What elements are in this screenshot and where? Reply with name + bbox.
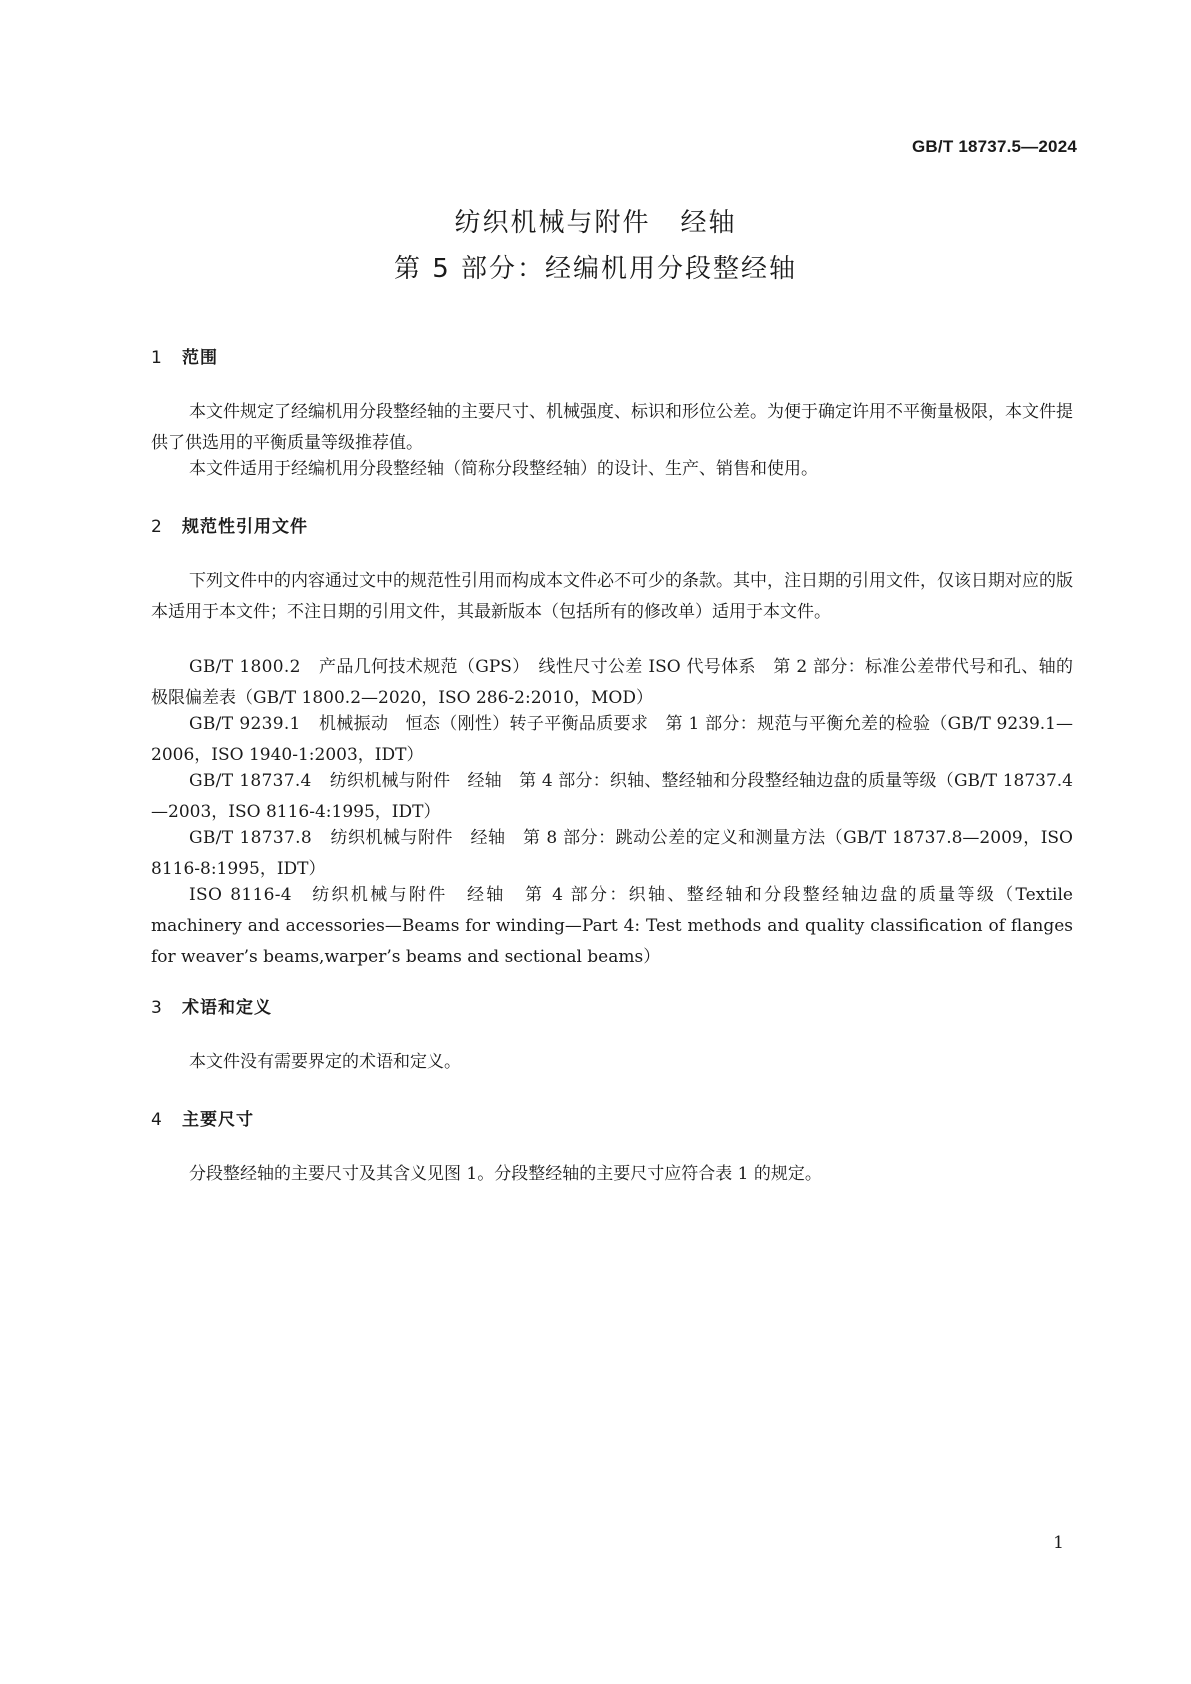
- section-heading-main-dimensions: [151, 1105, 254, 1130]
- scope-paragraph-2: 本文件适用于经编机用分段整经轴（简称分段整经轴）的设计、生产、销售和使用。: [189, 459, 818, 479]
- terms-paragraph: 本文件没有需要界定的术语和定义。: [189, 1052, 461, 1072]
- title-part-a: 纺织机械与附件: [454, 208, 651, 238]
- reference-code: GB/T 1800.2: [189, 657, 301, 677]
- dimensions-paragraph: 分段整经轴的主要尺寸及其含义见图 1。分段整经轴的主要尺寸应符合表 1 的规定。: [189, 1164, 822, 1184]
- reference-text: 纺织机械与附件 经轴 第 4 部分：织轴、整经轴和分段整经轴边盘的质量等级（GB/T 18737.4—2003，ISO 8116-4:1995，IDT）: [151, 771, 1073, 822]
- section-title: 主要尺寸: [182, 1110, 254, 1130]
- section-heading-scope: [151, 343, 218, 368]
- section-title: 规范性引用文件: [182, 517, 308, 537]
- section-heading-terms: [151, 993, 272, 1018]
- reference-code: ISO 8116-4: [189, 885, 292, 905]
- title-part-b: 经轴: [680, 208, 737, 238]
- reference-text: 纺织机械与附件 经轴 第 8 部分：跳动公差的定义和测量方法（GB/T 18737.8—2009，ISO 8116-8:1995，IDT）: [151, 828, 1073, 879]
- section-number: 4: [151, 1110, 163, 1130]
- section-title: 术语和定义: [182, 998, 272, 1018]
- reference-item: [151, 709, 1073, 771]
- document-title-line2: 第 5 部分：经编机用分段整经轴: [393, 254, 798, 284]
- section-title: 范围: [182, 348, 218, 368]
- document-title-line1: [0, 210, 1191, 236]
- reference-code: GB/T 18737.8: [189, 828, 312, 848]
- reference-item: [151, 766, 1073, 828]
- reference-text: 纺织机械与附件 经轴 第 4 部分：织轴、整经轴和分段整经轴边盘的质量等级（Textile machinery and accessories—Beams for winding—Part 4: Test methods and quality classification of flanges for weaver’s beams,warper’s beams and sectional beams）: [151, 885, 1073, 967]
- reference-text: 机械振动 恒态（刚性）转子平衡品质要求 第 1 部分：规范与平衡允差的检验（GB/T 9239.1—2006，ISO 1940-1:2003，IDT）: [151, 714, 1073, 765]
- section-number: 2: [151, 517, 163, 537]
- section-number: 1: [151, 348, 163, 368]
- reference-item: [151, 880, 1073, 973]
- scope-paragraph-1: 本文件规定了经编机用分段整经轴的主要尺寸、机械强度、标识和形位公差。为便于确定许用不平衡量极限，本文件提供了供选用的平衡质量等级推荐值。: [151, 402, 1073, 453]
- references-intro: 下列文件中的内容通过文中的规范性引用而构成本文件必不可少的条款。其中，注日期的引用文件，仅该日期对应的版本适用于本文件；不注日期的引用文件，其最新版本（包括所有的修改单）适用于本文件。: [151, 571, 1073, 622]
- section-number: 3: [151, 998, 163, 1018]
- page-number: 1: [1053, 1533, 1064, 1553]
- standard-code: GB/T 18737.5—2024: [912, 137, 1077, 156]
- reference-code: GB/T 9239.1: [189, 714, 301, 734]
- reference-code: GB/T 18737.4: [189, 771, 312, 791]
- reference-item: [151, 652, 1073, 714]
- reference-item: [151, 823, 1073, 885]
- reference-text: 产品几何技术规范（GPS） 线性尺寸公差 ISO 代号体系 第 2 部分：标准公差带代号和孔、轴的极限偏差表（GB/T 1800.2—2020，ISO 286-2:2010，MOD）: [151, 657, 1073, 708]
- section-heading-normative-references: [151, 512, 308, 537]
